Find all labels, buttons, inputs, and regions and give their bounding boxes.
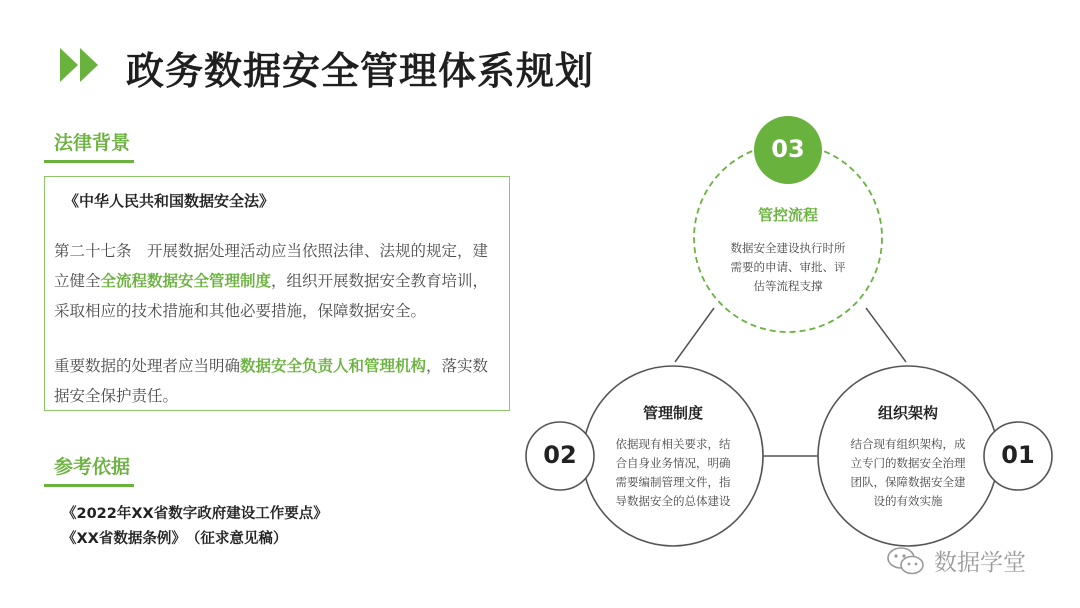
node-03-desc-line: 数据安全建设执行时所 [730,241,846,255]
node-02-desc-line: 合自身业务情况，明确 [615,456,731,470]
node-01-number: 01 [1001,441,1035,469]
reference-item: 《XX省数据条例》 （征求意见稿） [62,531,288,547]
node-02-desc-line: 需要编制管理文件，指 [615,475,731,489]
law-paragraph-2-text-b: ，落实数据安全保护责任。 [54,357,489,405]
node-01-desc-line: 结合现有组织架构，成 [850,437,966,451]
node-01-desc-line: 立专门的数据安全治理 [850,456,966,470]
wechat-icon [886,546,926,576]
node-02-title: 管理制度 [642,404,703,422]
node-01-title: 组织架构 [877,404,938,422]
node-01-desc-line: 设的有效实施 [873,494,943,508]
page-title: 政务数据安全管理体系规划 [126,49,595,93]
law-paragraph-1-highlight: 全流程数据安全管理制度 [100,272,272,290]
references-heading: 参考依据 [54,456,131,478]
node-02-number: 02 [543,441,577,469]
node-03-title: 管控流程 [757,206,818,224]
law-paragraph-2-text-a: 重要数据的处理者应当明确 [54,357,241,375]
legal-background-heading: 法律背景 [54,132,131,154]
node-02-desc-line: 导数据安全的总体建设 [615,494,731,508]
node-03-content [708,204,868,296]
node-03-desc-line: 估等流程支撑 [753,279,823,293]
connector-line [675,308,714,362]
law-name: 《中华人民共和国数据安全法》 [64,192,275,210]
node-03-number: 03 [771,135,805,163]
node-03-desc-line: 需要的申请、审批、评 [730,260,846,274]
node-02-content [598,402,748,511]
law-paragraph-1-text-a: 第二十七条 开展数据处理活动应当依照法律、法规的规定，建立健全 [54,242,489,290]
law-paragraph-2-highlight: 数据安全负责人和管理机构 [240,357,427,375]
node-01-desc-line: 团队，保障数据安全建 [850,475,966,489]
watermark [886,544,1026,577]
node-01-content [833,402,983,511]
watermark-text: 数据学堂 [934,550,1026,576]
connector-line [866,308,906,362]
reference-item: 《2022年XX省数字政府建设工作要点》 [62,506,328,522]
law-paragraph-1-text-b: ，组织开展数据安全教育培训，采取相应的技术措施和其他必要措施，保障数据安全。 [54,272,489,320]
node-02-desc-line: 依据现有相关要求，结 [615,437,731,451]
